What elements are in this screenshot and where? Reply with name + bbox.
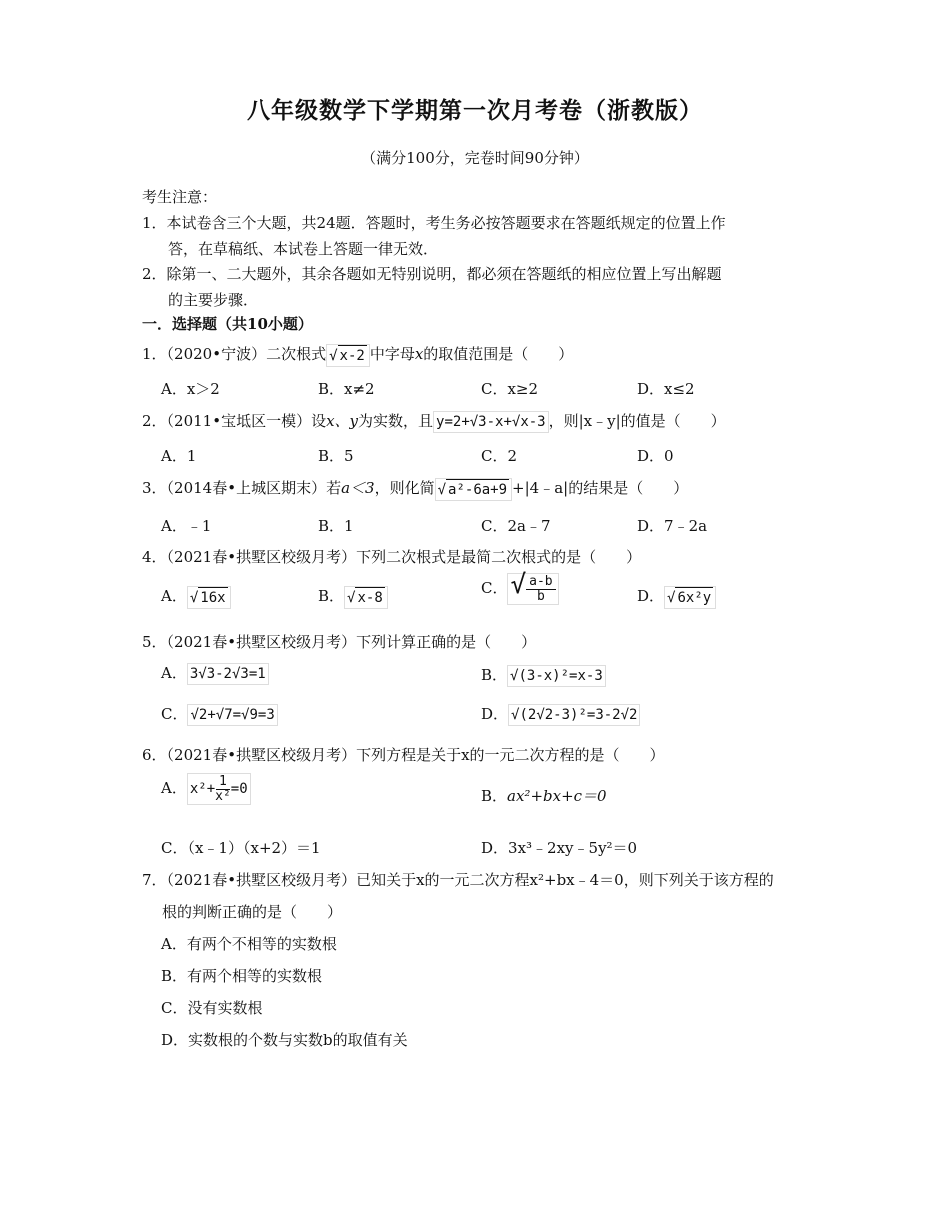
q7-option-d: D．实数根的个数与实数b的取值有关 bbox=[161, 1031, 408, 1049]
q1-formula: √ x-2 bbox=[326, 344, 370, 367]
question-4: 4．（2021春•拱墅区校级月考）下列二次根式是最简二次根式的是（ ） bbox=[142, 548, 642, 566]
question-7-cont: 根的判断正确的是（ ） bbox=[162, 903, 343, 921]
q2-option-c: C．2 bbox=[481, 447, 518, 465]
q3-option-b: B．1 bbox=[318, 517, 354, 535]
q2-vars: x、y bbox=[326, 412, 359, 430]
q1-option-d: D．x≤2 bbox=[637, 380, 695, 398]
q5-option-b: B． √(3-x)²=x-3 bbox=[481, 664, 606, 687]
q5-formula-d: √(2√2-3)²=3-2√2 bbox=[508, 704, 640, 726]
q1-option-c: C．x≥2 bbox=[481, 380, 539, 398]
q3-formula: √ a²-6a+9 bbox=[435, 478, 512, 501]
q4-option-b: B．√ x-8 bbox=[318, 585, 388, 609]
q4-formula-d: √ 6x²y bbox=[664, 586, 716, 609]
q4-option-a: A．√ 16x bbox=[161, 585, 231, 609]
question-3 bbox=[142, 477, 688, 501]
q7-option-c: C．没有实数根 bbox=[161, 999, 263, 1017]
notice-item-1-cont: 答，在草稿纸、本试卷上答题一律无效． bbox=[168, 240, 439, 258]
notice-item-2-cont: 的主要步骤． bbox=[168, 291, 259, 309]
q7-option-a: A．有两个不相等的实数根 bbox=[161, 935, 337, 953]
q5-formula-a: 3√3-2√3=1 bbox=[187, 663, 269, 685]
q1-option-b: B．x≠2 bbox=[318, 380, 375, 398]
q3-cond: a＜3 bbox=[341, 479, 375, 497]
question-6: 6．（2021春•拱墅区校级月考）下列方程是关于x的一元二次方程的是（ ） bbox=[142, 746, 665, 764]
q2-post: ，则|x﹣y|的值是（ ） bbox=[548, 412, 726, 430]
q2-option-d: D．0 bbox=[637, 447, 674, 465]
q2-option-a: A．1 bbox=[161, 447, 197, 465]
q6-option-d: D．3x³﹣2xy﹣5y²＝0 bbox=[481, 839, 638, 857]
q5-option-a: A． 3√3-2√3=1 bbox=[161, 662, 269, 685]
q1-option-a: A．x＞2 bbox=[161, 380, 220, 398]
q2-formula: y=2+√3-x+√x-3 bbox=[433, 411, 549, 433]
q6-option-a: A． $x^2+\frac{1}{\text{x²}}=0$ bbox=[161, 773, 251, 805]
question-2 bbox=[142, 410, 726, 433]
q4-option-c: C．√ $\frac{a-b}{b}$ bbox=[481, 573, 559, 605]
notice-item-2: 2．除第一、二大题外，其余各题如无特别说明，都必须在答题纸的相应位置上写出解题 bbox=[142, 265, 722, 283]
q5-formula-b: √(3-x)²=x-3 bbox=[507, 665, 606, 687]
question-7: 7．（2021春•拱墅区校级月考）已知关于x的一元二次方程x²+bx﹣4＝0，则下列关于该方程的 bbox=[142, 871, 774, 889]
q3-option-d: D．7﹣2a bbox=[637, 517, 708, 535]
q3-post: +|4﹣a|的结果是（ ） bbox=[512, 479, 689, 497]
q5-option-c: C． √2+√7=√9=3 bbox=[161, 703, 278, 726]
q1-var: x bbox=[414, 345, 424, 363]
q6-option-c: C．（x﹣1）（x+2）＝1 bbox=[161, 839, 321, 857]
page-subtitle: （满分100分，完卷时间90分钟） bbox=[361, 149, 589, 167]
page-title: 八年级数学下学期第一次月考卷（浙教版） bbox=[247, 97, 703, 124]
question-5: 5．（2021春•拱墅区校级月考）下列计算正确的是（ ） bbox=[142, 633, 537, 651]
notice-heading: 考生注意： bbox=[142, 188, 218, 206]
q6-formula-a: $x^2+\frac{1}{\text{x²}}=0$ bbox=[187, 773, 251, 805]
question-1 bbox=[142, 343, 573, 367]
q5-formula-c: √2+√7=√9=3 bbox=[187, 704, 277, 726]
q6-option-b: B．ax²+bx+c＝0 bbox=[481, 787, 607, 805]
q2-option-b: B．5 bbox=[318, 447, 354, 465]
q2-pre: 2．（2011•宝坻区一模）设 bbox=[142, 412, 327, 430]
section-heading: 一．选择题（共10小题） bbox=[142, 315, 313, 333]
q7-option-b: B．有两个相等的实数根 bbox=[161, 967, 323, 985]
q4-formula-b: √ x-8 bbox=[344, 586, 388, 609]
q4-formula-a: √ 16x bbox=[187, 586, 231, 609]
q2-mid: 为实数，且 bbox=[358, 412, 434, 430]
q5-option-d: D． √(2√2-3)²=3-2√2 bbox=[481, 703, 640, 726]
q3-option-c: C．2a﹣7 bbox=[481, 517, 551, 535]
q1-post: 中字母 bbox=[369, 345, 415, 363]
q1-post2: 的取值范围是（ ） bbox=[423, 345, 574, 363]
q1-pre: 1．（2020•宁波）二次根式 bbox=[142, 345, 327, 363]
q3-pre: 3．（2014春•上城区期末）若 bbox=[142, 479, 342, 497]
q4-formula-c: √ $\frac{a-b}{b}$ bbox=[507, 573, 558, 605]
q4-option-d: D．√ 6x²y bbox=[637, 585, 716, 609]
notice-item-1: 1．本试卷含三个大题，共24题．答题时，考生务必按答题要求在答题纸规定的位置上作 bbox=[142, 214, 726, 232]
q3-mid: ，则化简 bbox=[374, 479, 435, 497]
q3-option-a: A．﹣1 bbox=[161, 517, 212, 535]
